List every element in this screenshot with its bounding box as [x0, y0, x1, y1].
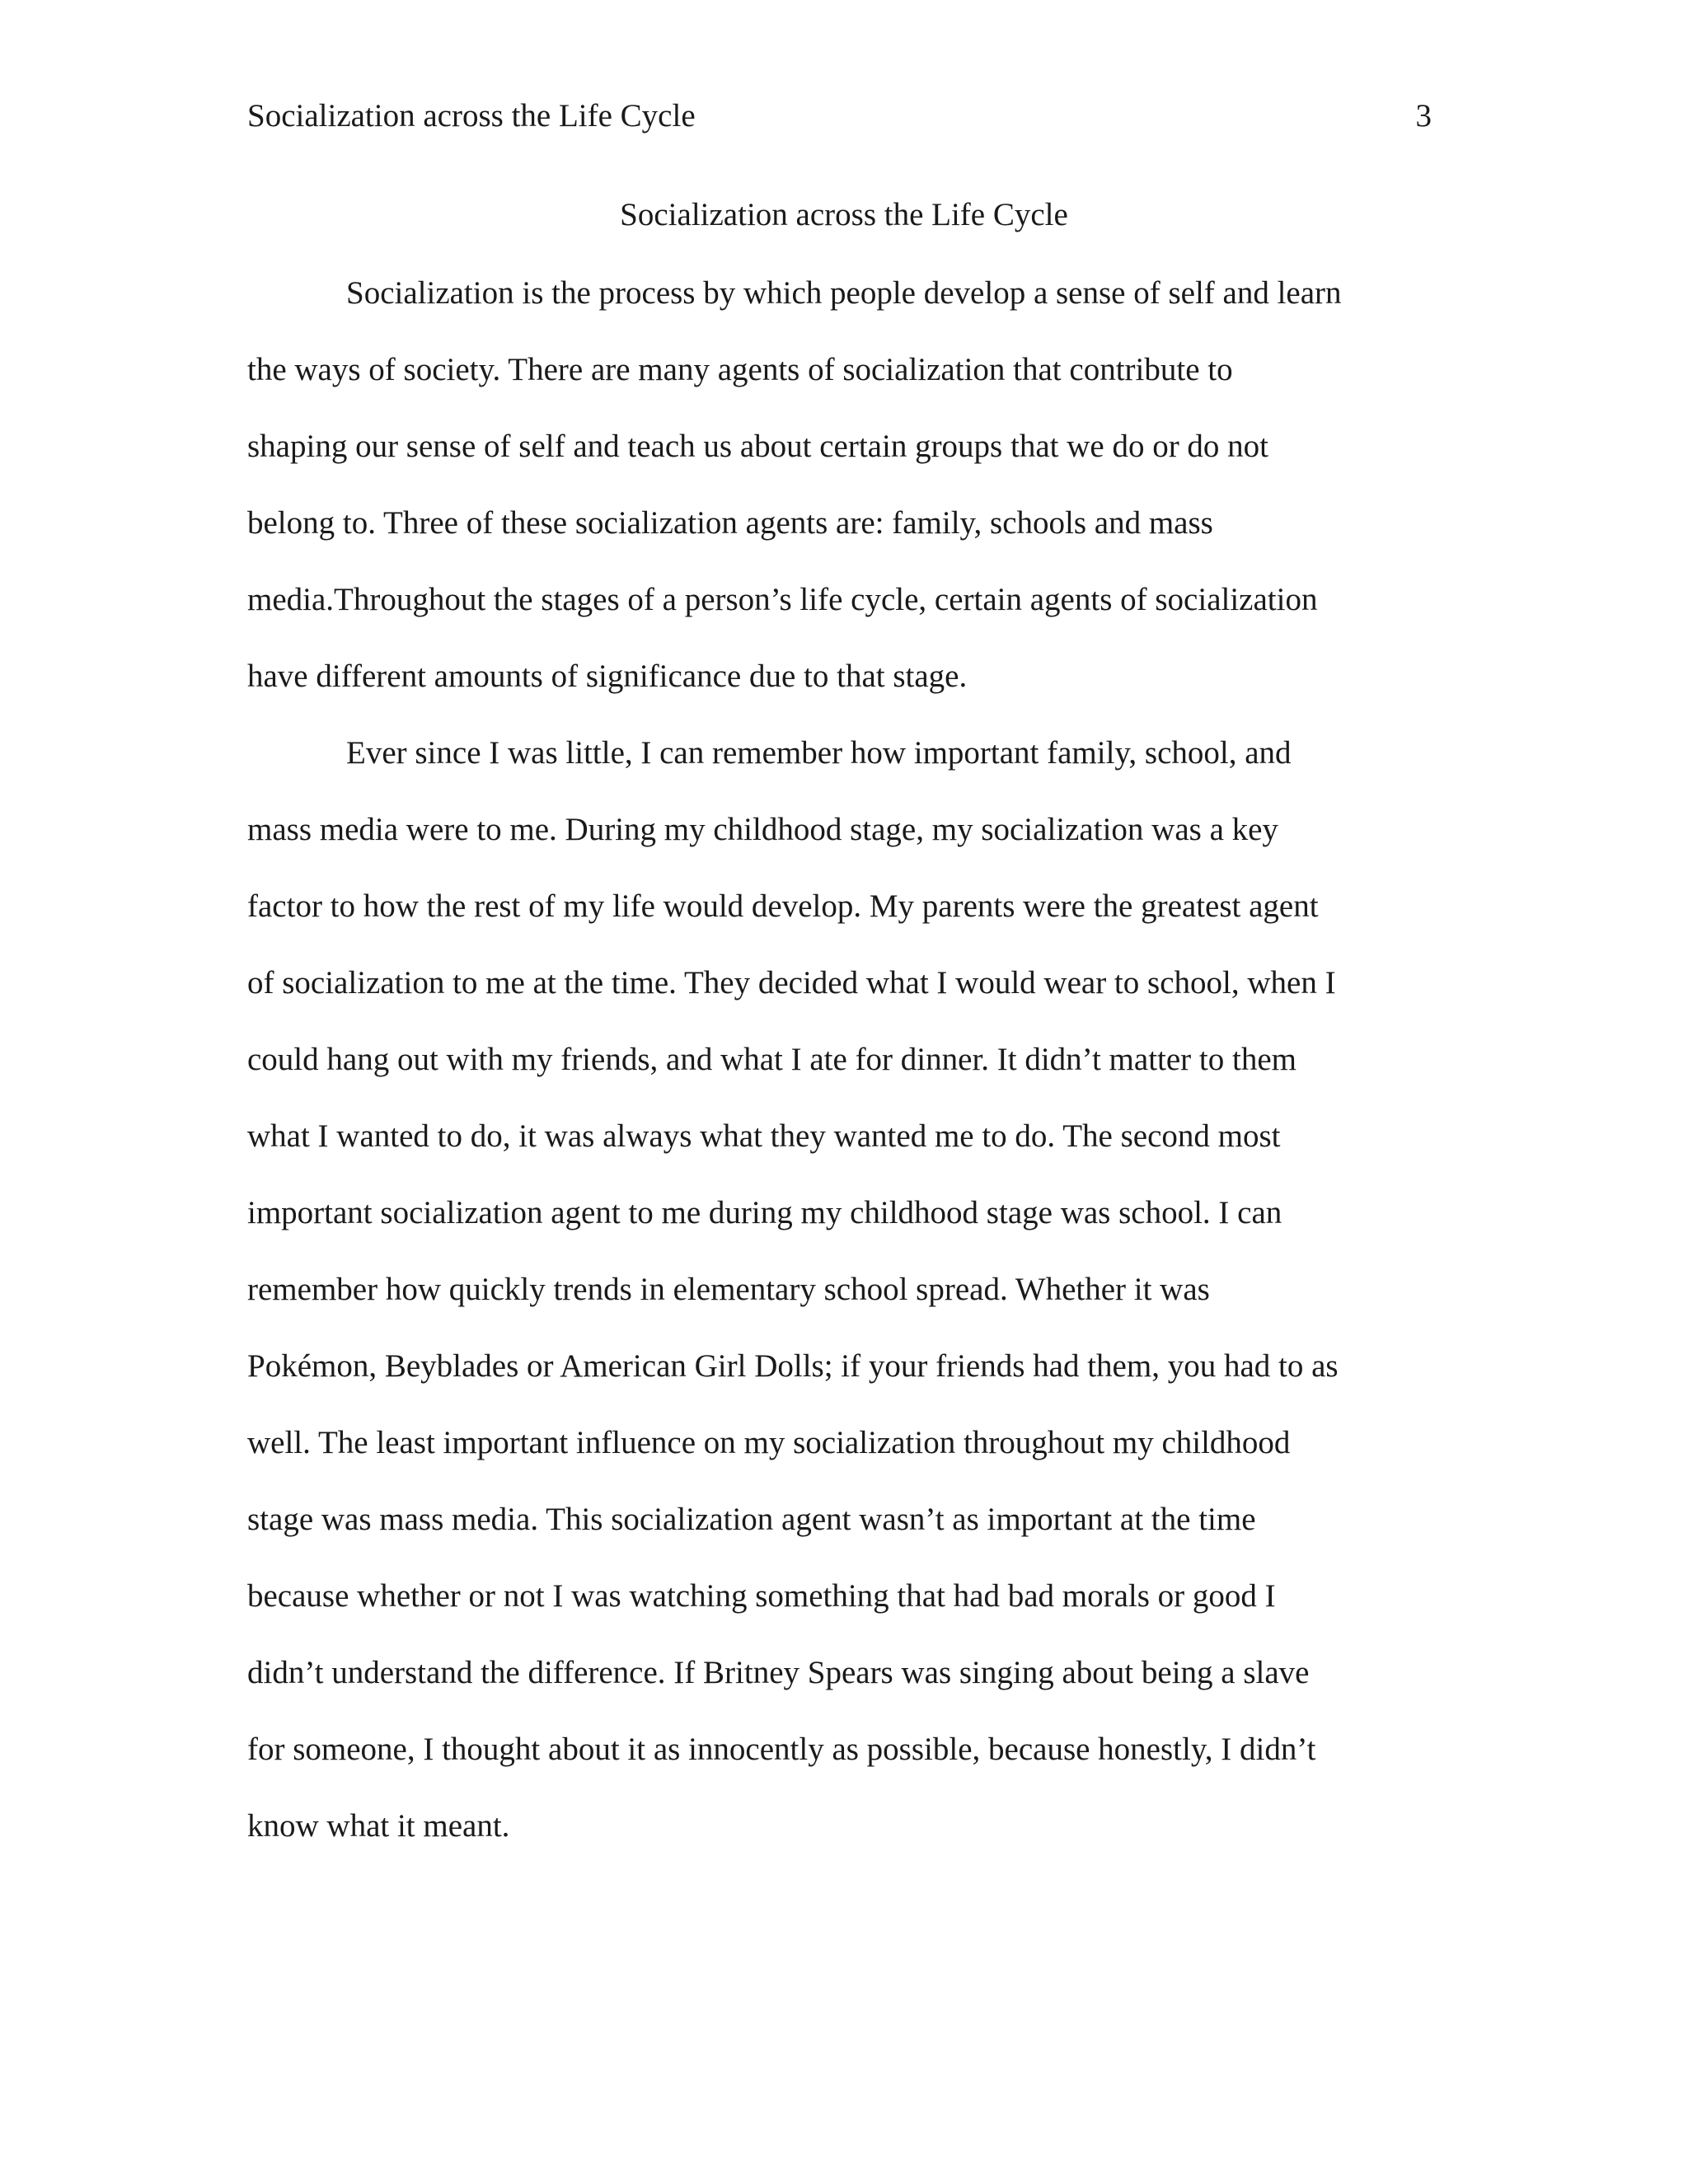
body-line: shaping our sense of self and teach us about certain groups that we do or do not — [247, 429, 1269, 464]
body-line: for someone, I thought about it as innocently as possible, because honestly, I didn’t — [247, 1732, 1316, 1767]
body-line: know what it meant. — [247, 1808, 510, 1844]
body-line: remember how quickly trends in elementary school spread. Whether it was — [247, 1272, 1210, 1307]
body-line: important socialization agent to me during my childhood stage was school. I can — [247, 1195, 1282, 1230]
body-line: stage was mass media. This socialization agent wasn’t as important at the time — [247, 1502, 1256, 1537]
body-line: what I wanted to do, it was always what they wanted me to do. The second most — [247, 1118, 1281, 1154]
body-line: have different amounts of significance due to that stage. — [247, 658, 968, 694]
body-line: didn’t understand the difference. If Britney Spears was singing about being a slave — [247, 1655, 1310, 1690]
body-line: of socialization to me at the time. They decided what I would wear to school, when I — [247, 965, 1336, 1001]
body-line: media.Throughout the stages of a person’s life cycle, certain agents of socialization — [247, 582, 1318, 617]
body-line: well. The least important influence on my socialization throughout my childhood — [247, 1425, 1291, 1460]
page-number: 3 — [1415, 98, 1432, 134]
body-line: the ways of society. There are many agents of socialization that contribute to — [247, 352, 1233, 387]
body-line: Ever since I was little, I can remember how important family, school, and — [346, 735, 1292, 771]
document-title: Socialization across the Life Cycle — [620, 197, 1068, 232]
body-line: mass media were to me. During my childhood stage, my socialization was a key — [247, 812, 1278, 847]
body-line: Pokémon, Beyblades or American Girl Dolls; if your friends had them, you had to as — [247, 1348, 1339, 1384]
body-line: because whether or not I was watching something that had bad morals or good I — [247, 1578, 1276, 1614]
body-line: could hang out with my friends, and what I ate for dinner. It didn’t matter to them — [247, 1042, 1296, 1077]
body-line: factor to how the rest of my life would develop. My parents were the greatest agent — [247, 888, 1319, 924]
running-head: Socialization across the Life Cycle — [247, 98, 696, 134]
body-line: belong to. Three of these socialization agents are: family, schools and mass — [247, 505, 1213, 541]
body-line: Socialization is the process by which people develop a sense of self and learn — [346, 275, 1342, 311]
